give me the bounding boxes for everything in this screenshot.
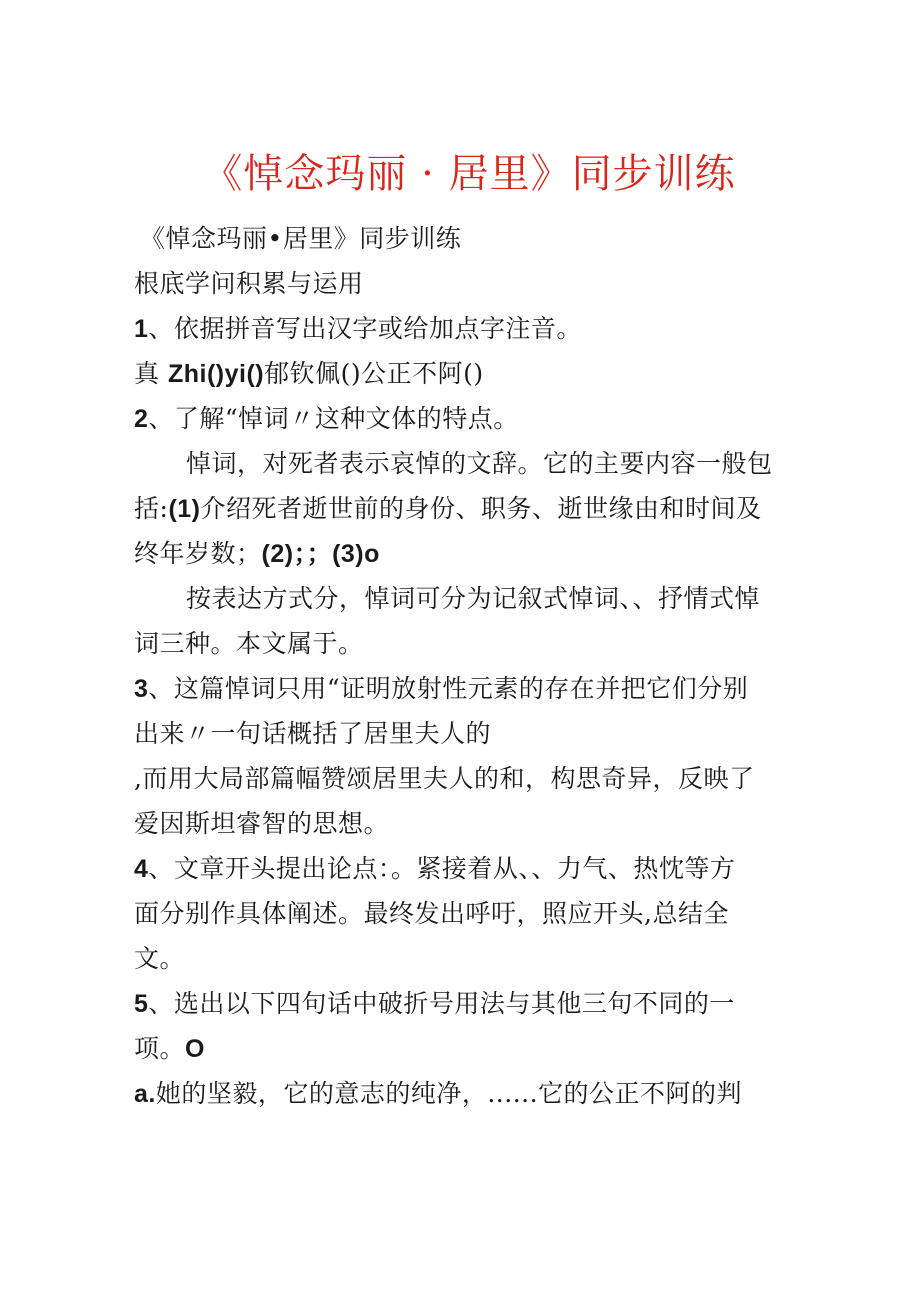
question-text: 、依据拼音写出汉字或给加点字注音。 (148, 314, 582, 343)
question-text: 、了解“悼词〃这种文体的特点。 (148, 404, 519, 433)
paragraph-line (134, 1026, 804, 1071)
paragraph-line: 悼词，对死者表示哀悼的文辞。它的主要内容一般包 (186, 449, 773, 478)
option-a (134, 1071, 804, 1116)
question-5-prompt (134, 981, 804, 1026)
option-label: a. (134, 1080, 156, 1108)
paragraph-line (134, 531, 804, 576)
question-number: 1 (134, 315, 149, 343)
question-number: 5 (134, 990, 149, 1018)
question-1-items (134, 351, 804, 396)
text-segment: 郁钦佩()公正不阿() (264, 359, 484, 388)
pinyin-segment: Zhi()yi() (167, 360, 265, 388)
paragraph-line: 出来〃一句话概括了居里夫人的 (134, 719, 492, 748)
paragraph-line: 按表达方式分，悼词可分为记叙式悼词、、抒情式悼 (186, 584, 761, 613)
question-4-prompt (134, 846, 804, 891)
section-heading: 根底学问积累与运用 (134, 269, 364, 298)
number-segment: (2)；；(3)o (261, 540, 380, 568)
question-number: 4 (134, 855, 149, 883)
paragraph-line: 文。 (134, 944, 186, 973)
paragraph-line: 爱因斯坦睿智的思想。 (134, 809, 390, 838)
question-1-prompt (134, 306, 804, 351)
text-segment: 介绍死者逝世前的身份、职务、逝世缘由和时间及 (200, 494, 762, 523)
subtitle: 《悼念玛丽•居里》同步训练 (140, 224, 462, 253)
text-segment: 真 (134, 359, 168, 388)
question-text: 、文章开头提出论点：。紧接着从、、力气、热忱等方 (148, 854, 736, 883)
number-segment: (1) (168, 495, 201, 523)
option-text: 她的坚毅，它的意志的纯净，......它的公正不阿的判 (155, 1079, 743, 1108)
page-title: 《悼念玛丽 · 居里》同步训练 (202, 151, 736, 197)
question-2-prompt (134, 396, 804, 441)
paragraph-line: 面分别作具体阐述。最终发出呼吁，照应开头,总结全 (134, 899, 729, 928)
question-number: 2 (134, 405, 149, 433)
question-text: 、这篇悼词只用“证明放射性元素的存在并把它们分别 (148, 674, 749, 703)
question-text: 、选出以下四句话中破折号用法与其他三句不同的一 (148, 989, 735, 1018)
answer-mark: O (185, 1035, 205, 1063)
text-segment: 项。 (134, 1034, 186, 1063)
question-3-prompt (134, 666, 804, 711)
text-segment: 终年岁数； (134, 539, 262, 568)
paragraph-line (134, 486, 804, 531)
paragraph-line: ,而用大局部篇幅赞颂居里夫人的和，构思奇异，反映了 (134, 764, 755, 793)
document-body (134, 216, 804, 1116)
question-number: 3 (134, 675, 149, 703)
text-segment: 括: (134, 494, 169, 523)
paragraph-line: 词三种。本文属于。 (134, 629, 364, 658)
